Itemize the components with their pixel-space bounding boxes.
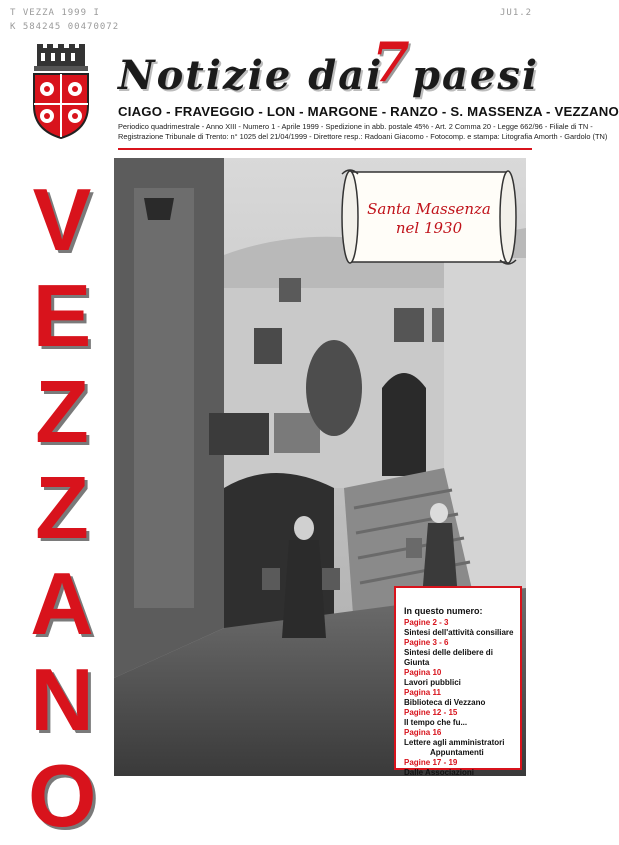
toc-entry-text: Biblioteca di Vezzano — [404, 698, 486, 707]
masthead-title-left: Notizie dai — [118, 52, 384, 99]
vertical-title-letter: A — [30, 554, 94, 653]
toc-entry[interactable] — [404, 618, 520, 638]
toc-entry-pages: Pagine 2 - 3 — [404, 618, 449, 627]
photo-caption-line-1: Santa Massenza — [367, 200, 491, 218]
publication-info-line-2: Registrazione Tribunale di Trento: n° 1025 del 21/04/1999 - Direttore resp.: Radoani Giacomo - Fotocomp. e stampa: Litografia Amorth - Gardolo (TN) — [118, 132, 608, 141]
toc-entry[interactable] — [404, 708, 520, 728]
toc-entry-text: Dalle Associazioni — [404, 768, 474, 777]
archive-stamp-second: K 584245 00470072 — [10, 22, 120, 32]
photo-caption-line-2: nel 1930 — [395, 219, 463, 237]
toc-entry[interactable] — [404, 688, 520, 708]
toc-entry-pages: Pagine 17 - 19 — [404, 758, 458, 767]
archive-stamp-top-right: JU1.2 — [500, 8, 533, 18]
toc-entry-text: Sintesi delle delibere di Giunta — [404, 648, 493, 667]
vertical-title-letter: O — [28, 746, 97, 845]
toc-entry-text: Sintesi dell'attività consiliare — [404, 628, 514, 637]
vertical-title-letter: N — [30, 650, 94, 749]
toc-title: In questo numero: — [404, 606, 483, 616]
masthead-title-right: paesi — [412, 52, 540, 99]
toc-entry-text: Lavori pubblici — [404, 678, 461, 687]
villages-line: CIAGO - FRAVEGGIO - LON - MARGONE - RANZO - S. MASSENZA - VEZZANO — [118, 104, 619, 119]
vertical-title-letter: Z — [35, 362, 89, 461]
toc-entry[interactable] — [404, 758, 520, 778]
vertical-title — [28, 172, 96, 844]
toc-entry[interactable] — [404, 638, 520, 668]
toc-entry-text: Il tempo che fu... — [404, 718, 468, 727]
table-of-contents — [394, 586, 522, 777]
toc-entry-text: Appuntamenti — [430, 748, 484, 757]
toc-entry-pages: Pagina 16 — [404, 728, 442, 737]
toc-entry-text: Lettere agli amministratori — [404, 738, 505, 747]
toc-entry[interactable] — [404, 748, 520, 758]
toc-entry-pages: Pagina 11 — [404, 688, 441, 697]
archive-stamp-top-left: T VEZZA 1999 I — [10, 8, 100, 18]
vertical-title-letter: E — [32, 266, 92, 365]
masthead-rule — [118, 148, 532, 150]
toc-entry-pages: Pagina 10 — [404, 668, 442, 677]
toc-entry[interactable] — [404, 728, 520, 748]
publication-info-line-1: Periodico quadrimestrale - Anno XIII - Numero 1 - Aprile 1999 - Spedizione in abb. postale 45% - Art. 2 Comma 20 - Legge 662/96 - Filiale di TN - — [118, 122, 593, 131]
municipal-crest-icon — [28, 44, 94, 140]
toc-entry-pages: Pagine 12 - 15 — [404, 708, 458, 717]
vertical-title-letter: V — [32, 170, 92, 269]
toc-entry[interactable] — [404, 668, 520, 688]
photo-caption — [348, 200, 510, 238]
toc-entry-pages: Pagine 3 - 6 — [404, 638, 449, 647]
masthead-title-number: 7 — [372, 30, 412, 94]
vertical-title-letter: Z — [35, 458, 89, 557]
